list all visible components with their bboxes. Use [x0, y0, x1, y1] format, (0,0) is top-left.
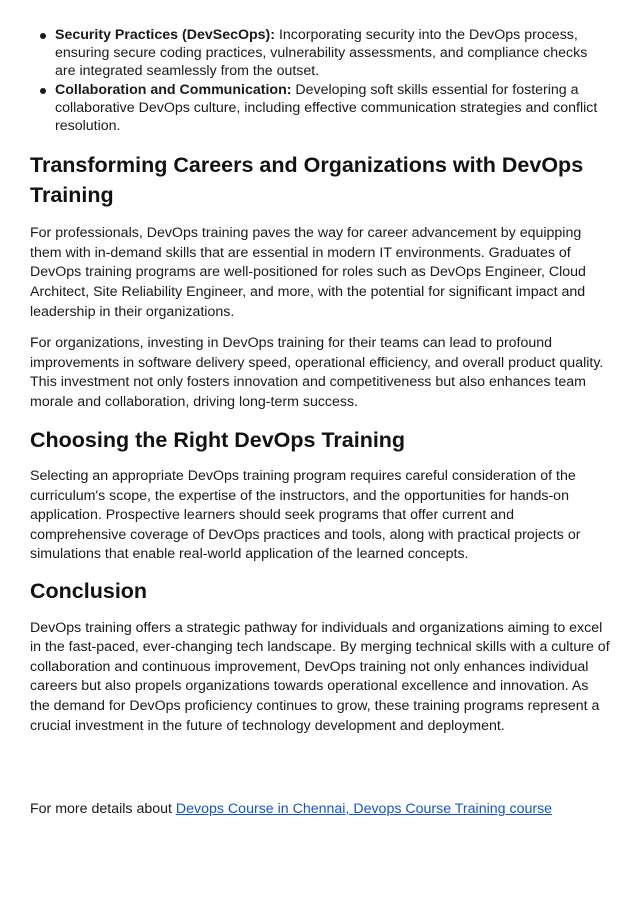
bullet-text: Developing soft skills essential for fostering a collaborative DevOps culture, including effective communication strategies and conflict resolution. — [55, 81, 598, 135]
bullet-list — [30, 26, 610, 135]
bullet-term: Collaboration and Communication: — [55, 81, 292, 98]
bullet-dot-icon — [40, 33, 46, 39]
bullet-text: Incorporating security into the DevOps process, ensuring secure coding practices, vulnerability assessments, and compliance checks are integrated seamlessly from the outset. — [55, 27, 588, 80]
course-link[interactable]: Devops Course in Chennai, Devops Course Training course — [175, 801, 553, 817]
paragraph: For professionals, DevOps training paves the way for career advancement by equipping them with in-demand skills that are essential in modern IT environments. Graduates of DevOps training programs are well-positioned for roles such as DevOps Engineer, Cloud Architect, Site Reliability Engineer, and more, with the potential for significant impact and leadership in their organizations. — [30, 225, 586, 320]
document-body — [30, 26, 610, 736]
footer-note — [30, 800, 552, 819]
paragraph: DevOps training offers a strategic pathway for individuals and organizations aiming to excel in the fast-paced, ever-changing tech landscape. By merging technical skills with a culture of collaboration and continuous improvement, DevOps training not only enhances individual careers but also propels organizations towards operational excellence and innovation. As the demand for DevOps proficiency continues to grow, these training programs represent a crucial investment in the future of technology development and deployment. — [30, 619, 610, 734]
bullet-term: Security Practices (DevSecOps): — [55, 27, 276, 43]
section-heading-choosing: Choosing the Right DevOps Training — [30, 427, 406, 452]
section-heading-conclusion: Conclusion — [30, 579, 148, 604]
list-item — [30, 26, 610, 81]
paragraph: For organizations, investing in DevOps training for their teams can lead to profound improvements in software delivery speed, operational efficiency, and overall product quality. This investment not only fosters innovation and competitiveness but also enhances team morale and collaboration, driving long-term success. — [30, 335, 604, 410]
bullet-dot-icon — [40, 88, 46, 94]
paragraph: Selecting an appropriate DevOps training program requires careful consideration of the curriculum's scope, the expertise of the instructors, and the opportunities for hands-on application. Prospective learners should seek programs that offer current and comprehensive coverage of DevOps practices and tools, along with practical projects or simulations that enable real-world application of the learned concepts. — [30, 468, 581, 563]
footer-prefix: For more details about — [30, 801, 176, 817]
list-item — [30, 81, 610, 136]
section-heading-transforming: Transforming Careers and Organizations with DevOps Training — [30, 153, 584, 207]
